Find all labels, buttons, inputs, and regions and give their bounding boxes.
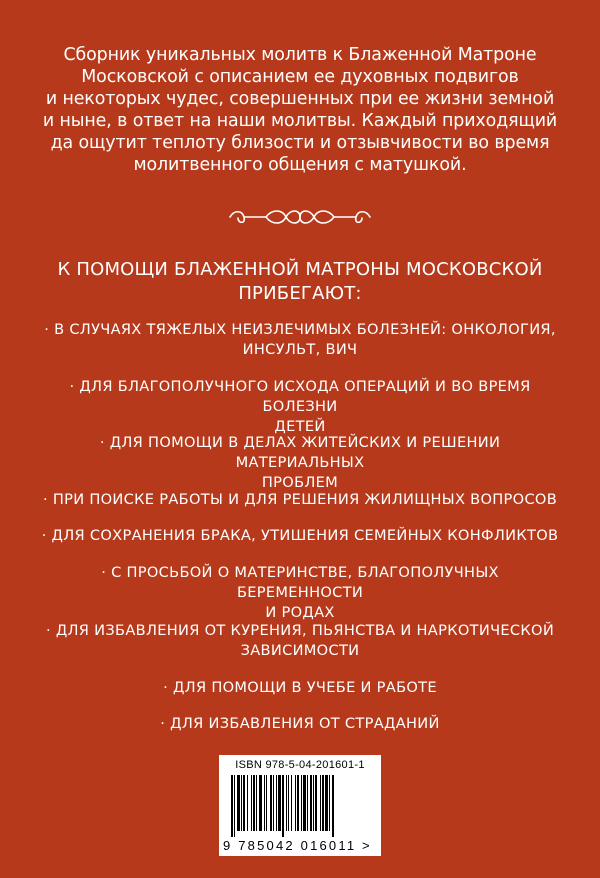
list-item: · С ПРОСЬБОЙ О МАТЕРИНСТВЕ, БЛАГОПОЛУЧНЫХ БЕРЕМЕННОСТИ И РОДАХ <box>101 564 499 621</box>
barcode-bars <box>229 775 371 837</box>
list-item: · ДЛЯ ПОМОЩИ В ДЕЛАХ ЖИТЕЙСКИХ И РЕШЕНИИ МАТЕРИАЛЬНЫХ ПРОБЛЕМ <box>99 434 501 491</box>
decorative-ornament <box>226 205 374 229</box>
list-item: · В СЛУЧАЯХ ТЯЖЕЛЫХ НЕИЗЛЕЧИМЫХ БОЛЕЗНЕЙ: ОНКОЛОГИЯ, ИНСУЛЬТ, ВИЧ <box>44 321 556 358</box>
isbn-label: ISBN 978-5-04-201601-1 <box>235 759 365 771</box>
barcode <box>219 755 381 856</box>
intro-line: и некоторых чудес, совершенных при ее жизни земной <box>45 89 555 109</box>
list-item: · ДЛЯ ИЗБАВЛЕНИЯ ОТ СТРАДАНИЙ <box>160 715 440 732</box>
intro-line: да ощутит теплоту близости и отзывчивости во время <box>50 133 550 153</box>
intro-line: Московской с описанием ее духовных подвигов <box>81 67 519 87</box>
list-item: · ДЛЯ ИЗБАВЛЕНИЯ ОТ КУРЕНИЯ, ПЬЯНСТВА И НАРКОТИЧЕСКОЙ ЗАВИСИМОСТИ <box>45 622 555 659</box>
list-item: · ДЛЯ ПОМОЩИ В УЧЕБЕ И РАБОТЕ <box>163 679 437 696</box>
list-item: · ДЛЯ БЛАГОПОЛУЧНОГО ИСХОДА ОПЕРАЦИЙ И ВО ВРЕМЯ БОЛЕЗНИ ДЕТЕЙ <box>69 378 531 435</box>
intro-line: Сборник уникальных молитв к Блаженной Матроне <box>63 45 537 65</box>
heading-line: К ПОМОЩИ БЛАЖЕННОЙ МАТРОНЫ МОСКОВСКОЙ <box>57 259 543 280</box>
list-heading <box>40 258 560 306</box>
intro-line: и ныне, в ответ на наши молитвы. Каждый приходящий <box>42 111 558 131</box>
list-item: · ПРИ ПОИСКЕ РАБОТЫ И ДЛЯ РЕШЕНИЯ ЖИЛИЩНЫХ ВОПРОСОВ <box>42 491 558 508</box>
intro-line: молитвенного общения с матушкой. <box>133 155 467 175</box>
heading-line: ПРИБЕГАЮТ: <box>238 283 362 304</box>
intro-paragraph <box>40 44 560 176</box>
list-item: · ДЛЯ СОХРАНЕНИЯ БРАКА, УТИШЕНИЯ СЕМЕЙНЫХ КОНФЛИКТОВ <box>41 527 559 544</box>
barcode-digits: 9 785042 016011 > <box>223 838 372 853</box>
